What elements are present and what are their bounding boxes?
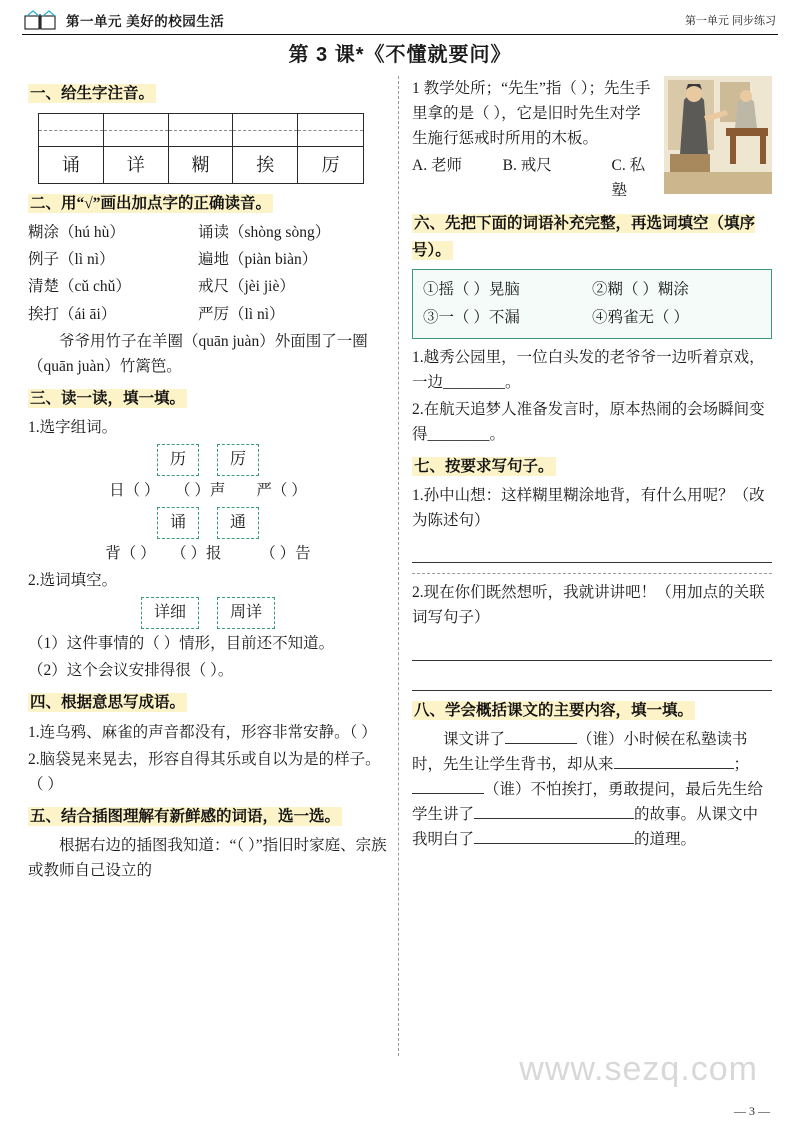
answer-line[interactable]	[412, 670, 772, 691]
section-6-heading: 六、先把下面的词语补充完整，再选词填空（填序号）。	[412, 214, 756, 259]
blank-field[interactable]	[412, 778, 484, 794]
fill-blank-1[interactable]: （1）这件事情的（ ）情形，目前还不知道。	[28, 635, 335, 653]
column-divider	[398, 76, 399, 1056]
fill-line-1[interactable]: 日（ ） （ ）声 严（ ）	[109, 482, 307, 500]
word-option[interactable]: 厉	[217, 444, 259, 476]
word-choice-box-2	[28, 507, 388, 539]
answer-separator	[412, 573, 772, 574]
blank-field[interactable]	[474, 803, 634, 819]
word-option[interactable]: 周详	[217, 597, 275, 629]
s8-text-4: （谁）不怕挨打，勇敢提问，最后先生给学生讲了	[412, 780, 764, 824]
section-4-heading: 四、根据意思写成语。	[30, 694, 186, 712]
page-header	[0, 8, 800, 34]
pinyin-choice-b[interactable]: 戒尺（jèi jiè）	[198, 278, 295, 296]
pinyin-choice-b[interactable]: 严厉（lì nì）	[198, 305, 285, 323]
word-option[interactable]: 历	[157, 444, 199, 476]
answer-line[interactable]	[412, 542, 772, 563]
item-6-2[interactable]: 2.在航天追梦人准备发言时，原本热闹的会场瞬间变得________。	[412, 400, 765, 443]
idiom-option-1[interactable]: ①摇（ ）晃脑	[423, 280, 520, 298]
pinyin-cell	[298, 114, 363, 183]
header-right-label: 第一单元 同步练习	[684, 15, 776, 27]
word-choice-box-3	[28, 597, 388, 629]
char-label: 挨	[256, 154, 275, 175]
pinyin-write-area[interactable]	[104, 114, 168, 147]
option-row[interactable]	[412, 153, 656, 203]
item-3-2: 2.选词填空。	[28, 572, 118, 590]
item-5-text: 根据右边的插图我知道：“（ ）”指旧时家庭、宗族或教师自己设立的	[28, 836, 387, 880]
idiom-option-3[interactable]: ③一（ ）不漏	[423, 308, 520, 326]
book-logo-icon	[24, 10, 58, 32]
word-choice-box-1	[28, 444, 388, 476]
section-5-heading: 五、结合插图理解有新鲜感的词语，选一选。	[30, 807, 341, 825]
watermark: www.sezq.com	[519, 1050, 758, 1088]
header-divider	[22, 34, 778, 35]
idiom-row	[423, 276, 761, 304]
pinyin-choice-a[interactable]: 糊涂（hú hù）	[28, 224, 125, 242]
s8-text-6: 的道理。	[634, 831, 697, 849]
right-top-text: 1 教学处所；“先生”指（ ）；先生手里拿的是（ ），它是旧时先生对学生施行惩戒时所用的木板。	[412, 80, 651, 148]
pinyin-cell	[233, 114, 298, 183]
section-7-heading: 七、按要求写句子。	[414, 458, 554, 476]
item-3-1: 1.选字组词。	[28, 419, 118, 437]
pinyin-sentence: 爷爷用竹子在羊圈（quān juàn）外面围了一圈（quān juàn）竹篱笆。	[28, 332, 368, 375]
right-column	[412, 74, 772, 854]
pinyin-choice-b[interactable]: 诵读（shòng sòng）	[198, 224, 331, 242]
char-label: 详	[126, 154, 145, 175]
idiom-option-4[interactable]: ④鸦雀无（ ）	[592, 308, 689, 326]
item-6-1[interactable]: 1.越秀公园里，一位白头发的老爷爷一边听着京戏，一边________。	[412, 348, 765, 391]
item-8-text[interactable]	[412, 727, 772, 853]
section-2-heading: 二、用“√”画出加点字的正确读音。	[30, 195, 272, 213]
idiom-option-2[interactable]: ②糊（ ）糊涂	[592, 280, 689, 298]
option-a[interactable]: A. 老师	[412, 157, 462, 175]
char-label: 糊	[191, 154, 210, 175]
char-label: 厉	[321, 154, 340, 175]
word-option[interactable]: 通	[217, 507, 259, 539]
left-column	[28, 74, 388, 885]
pinyin-choice-a[interactable]: 例子（lì nì）	[28, 251, 115, 269]
s8-text-2: （谁）小时候在私塾读书时，先生让学生背书，却从来	[412, 730, 748, 773]
section-1-heading: 一、给生字注音。	[30, 85, 155, 102]
pinyin-cell	[169, 114, 234, 183]
word-option[interactable]: 诵	[157, 507, 199, 539]
pinyin-choice-row[interactable]	[28, 302, 388, 327]
idiom-row	[423, 304, 761, 332]
blank-field[interactable]	[614, 753, 734, 769]
header-unit-label: 第一单元 美好的校园生活	[66, 14, 225, 29]
answer-line[interactable]	[412, 640, 772, 661]
pinyin-write-area[interactable]	[298, 114, 363, 147]
blank-field[interactable]	[505, 728, 577, 744]
pinyin-write-area[interactable]	[169, 114, 233, 147]
item-4-2[interactable]: 2.脑袋晃来晃去，形容自得其乐或自以为是的样子。（ ）	[28, 750, 381, 793]
fill-line-2[interactable]: 背（ ） （ ）报 （ ）告	[105, 545, 311, 563]
idiom-choice-box	[412, 269, 772, 339]
pinyin-choice-a[interactable]: 挨打（ái āi）	[28, 305, 117, 323]
s8-text-1: 课文讲了	[443, 730, 506, 748]
s8-text-5: 的故事。从课文中我明白了	[412, 806, 759, 849]
section-8-heading: 八、学会概括课文的主要内容，填一填。	[414, 701, 694, 719]
pinyin-choice-row[interactable]	[28, 247, 388, 272]
word-option[interactable]: 详细	[141, 597, 199, 629]
char-label: 诵	[61, 154, 80, 175]
pinyin-choice-row[interactable]	[28, 220, 388, 245]
pinyin-choice-b[interactable]: 遍地（piàn biàn）	[198, 251, 318, 269]
blank-field[interactable]	[474, 828, 634, 844]
option-b[interactable]: B. 戒尺	[502, 157, 552, 175]
item-4-1[interactable]: 1.连乌鸦、麻雀的声音都没有，形容非常安静。（ ）	[28, 723, 377, 741]
page-title: 第 3 课*《不懂就要问》	[288, 44, 512, 66]
pinyin-write-area[interactable]	[233, 114, 297, 147]
s8-text-3: ；	[733, 755, 750, 773]
pinyin-cell	[39, 114, 104, 183]
option-c[interactable]: C. 私塾	[611, 157, 646, 200]
pinyin-cell	[104, 114, 169, 183]
page-number: — 3 —	[734, 1104, 770, 1118]
fill-blank-2[interactable]: （2）这个会议安排得很（ ）。	[28, 662, 234, 680]
classroom-teacher-illustration	[664, 76, 772, 194]
pinyin-choice-a[interactable]: 清楚（cǔ chǔ）	[28, 278, 131, 296]
item-7-1: 1.孙中山想：这样糊里糊涂地背，有什么用呢？（改为陈述句）	[412, 487, 765, 530]
pinyin-choice-row[interactable]	[28, 274, 388, 299]
pinyin-grid	[38, 113, 364, 184]
pinyin-write-area[interactable]	[39, 114, 103, 147]
item-7-2: 2.现在你们既然想听，我就讲讲吧！（用加点的关联词写句子）	[412, 584, 765, 627]
section-3-heading: 三、读一读，填一填。	[30, 389, 186, 407]
